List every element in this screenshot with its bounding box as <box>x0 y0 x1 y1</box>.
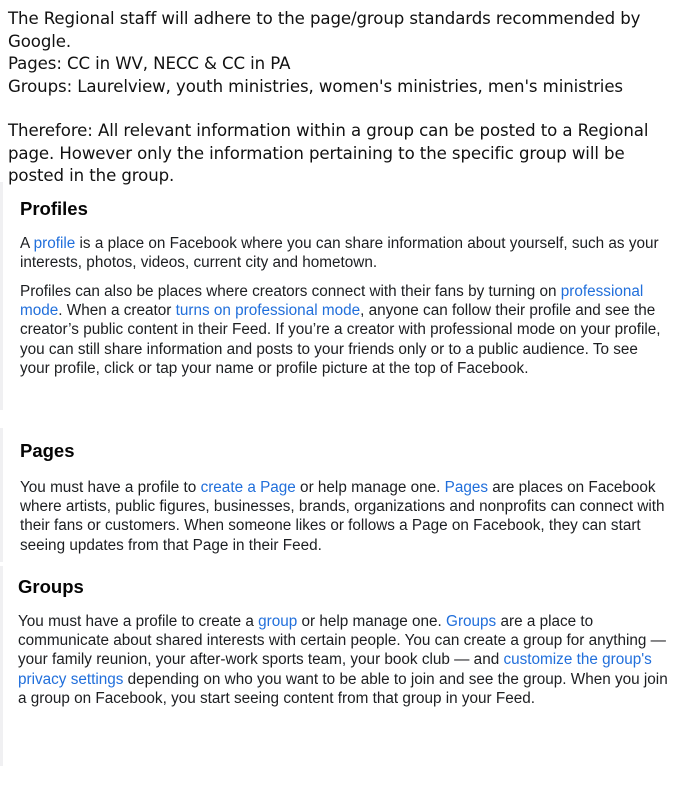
pages-link[interactable]: Pages <box>444 479 489 496</box>
pages-paragraph <box>20 478 670 555</box>
profiles-section <box>0 182 681 410</box>
profiles-heading: Profiles <box>20 198 88 219</box>
text-fragment: Profiles can also be places where creators connect with their fans by turning on <box>20 283 561 300</box>
text-fragment: You must have a profile to <box>20 479 201 496</box>
intro-block <box>8 8 678 188</box>
profiles-paragraph-1 <box>20 234 670 272</box>
pages-heading: Pages <box>20 440 75 461</box>
turns-on-professional-mode-link[interactable]: turns on professional mode <box>175 302 361 320</box>
intro-line-standards: The Regional staff will adhere to the page/group standards recommended by Google. <box>8 9 641 51</box>
professional-mode-link[interactable]: professional mode <box>20 283 644 320</box>
text-fragment: is a place on Facebook where you can share information about yourself, such as your interests, photos, videos, current city and hometown. <box>20 235 659 272</box>
customize-privacy-settings-link[interactable]: customize the group's privacy settings <box>18 651 652 688</box>
group-link[interactable]: group <box>258 613 298 630</box>
text-fragment: depending on who you want to be able to join and see the group. When you join a group on Facebook, you start seeing content from that group in your Feed. <box>18 670 668 707</box>
groups-heading: Groups <box>18 576 84 597</box>
text-fragment: are places on Facebook where artists, public figures, businesses, brands, organizations and nonprofits can connect with their fans or customers. When someone likes or follows a Page on Facebook, they can start seeing updates from that Page in their Feed. <box>20 479 665 554</box>
text-fragment: A <box>20 235 34 252</box>
text-fragment: You must have a profile to create a <box>18 613 259 630</box>
text-fragment: or help manage one. <box>297 613 447 630</box>
intro-line-pages: Pages: CC in WV, NECC & CC in PA <box>8 54 291 73</box>
profile-link[interactable]: profile <box>33 235 76 252</box>
text-fragment: . When a creator <box>58 302 176 320</box>
profiles-paragraph-2 <box>20 282 670 378</box>
text-fragment: are a place to communicate about shared interests with certain people. You can create a group for anything — your family reunion, your after-work sports team, your book club — and <box>18 613 666 669</box>
text-fragment: or help manage one. <box>295 479 445 496</box>
intro-therefore-paragraph: Therefore: All relevant information within a group can be posted to a Regional page. However only the information pertaining to the specific group will be posted in the group. <box>8 121 649 185</box>
groups-section <box>0 566 681 766</box>
groups-paragraph <box>18 612 673 708</box>
intro-line-groups: Groups: Laurelview, youth ministries, women's ministries, men's ministries <box>8 76 623 96</box>
create-a-page-link[interactable]: create a Page <box>200 479 296 496</box>
groups-link[interactable]: Groups <box>446 613 497 630</box>
text-fragment: , anyone can follow their profile and see the creator’s public content in their Feed. If you’re a creator with professional mode on your profile, you can still share information and posts to your friends only or to a public audience. To see your profile, click or tap your name or profile picture at the top of Facebook. <box>20 302 661 377</box>
pages-section <box>0 428 681 562</box>
